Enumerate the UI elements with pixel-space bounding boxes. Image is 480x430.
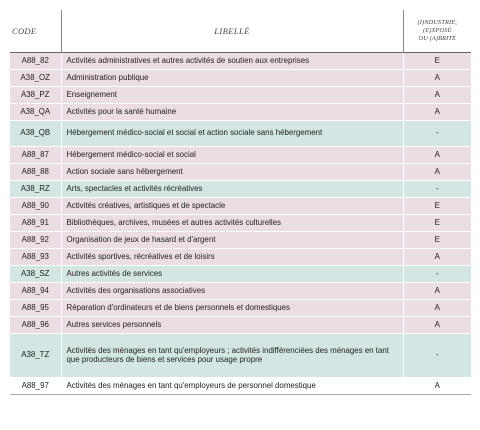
row-code: A88_94 bbox=[10, 282, 61, 299]
row-code: A88_93 bbox=[10, 248, 61, 265]
row-libelle: Activités des organisations associatives bbox=[61, 282, 403, 299]
row-libelle: Administration publique bbox=[61, 69, 403, 86]
row-libelle: Activités administratives et autres activités de soutien aux entreprises bbox=[61, 52, 403, 69]
row-flag: - bbox=[403, 265, 471, 282]
row-code: A88_90 bbox=[10, 197, 61, 214]
row-flag: E bbox=[403, 214, 471, 231]
row-flag: - bbox=[403, 333, 471, 377]
table-row bbox=[10, 52, 471, 69]
row-libelle: Organisation de jeux de hasard et d'argent bbox=[61, 231, 403, 248]
row-libelle: Activités des ménages en tant qu'employeurs de personnel domestique bbox=[61, 377, 403, 394]
table-row bbox=[10, 120, 471, 146]
table-row bbox=[10, 197, 471, 214]
row-libelle: Arts, spectacles et activités récréatives bbox=[61, 180, 403, 197]
table-row bbox=[10, 316, 471, 333]
row-flag: A bbox=[403, 103, 471, 120]
row-code: A38_QA bbox=[10, 103, 61, 120]
row-flag: A bbox=[403, 248, 471, 265]
row-flag: E bbox=[403, 231, 471, 248]
row-libelle: Action sociale sans hébergement bbox=[61, 163, 403, 180]
row-code: A88_91 bbox=[10, 214, 61, 231]
row-code: A38_SZ bbox=[10, 265, 61, 282]
row-code: A38_OZ bbox=[10, 69, 61, 86]
table-row bbox=[10, 86, 471, 103]
table-row bbox=[10, 248, 471, 265]
header-flag-line2: (E)XPOSÉ bbox=[423, 26, 452, 34]
header-libelle: LIBELLÉ bbox=[61, 10, 403, 52]
table-body bbox=[10, 52, 471, 394]
row-code: A88_92 bbox=[10, 231, 61, 248]
header-flag bbox=[403, 10, 471, 52]
row-libelle: Hébergement médico-social et social et action sociale sans hébergement bbox=[61, 120, 403, 146]
row-flag: - bbox=[403, 180, 471, 197]
row-flag: A bbox=[403, 69, 471, 86]
table-row bbox=[10, 377, 471, 394]
table-row bbox=[10, 103, 471, 120]
row-libelle: Réparation d'ordinateurs et de biens personnels et domestiques bbox=[61, 299, 403, 316]
row-libelle: Hébergement médico-social et social bbox=[61, 146, 403, 163]
row-libelle: Autres activités de services bbox=[61, 265, 403, 282]
row-code: A88_88 bbox=[10, 163, 61, 180]
table-row bbox=[10, 299, 471, 316]
table-row bbox=[10, 69, 471, 86]
row-code: A88_95 bbox=[10, 299, 61, 316]
row-code: A88_97 bbox=[10, 377, 61, 394]
table-header bbox=[10, 10, 471, 52]
table-row bbox=[10, 146, 471, 163]
row-flag: A bbox=[403, 316, 471, 333]
row-code: A38_RZ bbox=[10, 180, 61, 197]
row-code: A38_QB bbox=[10, 120, 61, 146]
table-row bbox=[10, 231, 471, 248]
row-code: A88_82 bbox=[10, 52, 61, 69]
row-code: A38_PZ bbox=[10, 86, 61, 103]
header-flag-line3: OU (A)BRITÉ bbox=[418, 34, 456, 42]
row-code: A88_87 bbox=[10, 146, 61, 163]
row-flag: E bbox=[403, 197, 471, 214]
table-row bbox=[10, 180, 471, 197]
activity-table bbox=[10, 10, 471, 395]
activity-table-container bbox=[10, 10, 471, 395]
row-flag: E bbox=[403, 52, 471, 69]
row-libelle: Enseignement bbox=[61, 86, 403, 103]
table-row bbox=[10, 333, 471, 377]
row-code: A38_TZ bbox=[10, 333, 61, 377]
row-flag: A bbox=[403, 146, 471, 163]
row-flag: A bbox=[403, 299, 471, 316]
row-libelle: Autres services personnels bbox=[61, 316, 403, 333]
table-row bbox=[10, 163, 471, 180]
row-flag: A bbox=[403, 282, 471, 299]
row-libelle: Activités pour la santé humaine bbox=[61, 103, 403, 120]
row-flag: A bbox=[403, 377, 471, 394]
table-row bbox=[10, 214, 471, 231]
table-row bbox=[10, 282, 471, 299]
row-flag: A bbox=[403, 86, 471, 103]
row-flag: - bbox=[403, 120, 471, 146]
header-code: CODE bbox=[10, 10, 61, 52]
row-libelle: Activités créatives, artistiques et de spectacle bbox=[61, 197, 403, 214]
row-libelle: Activités sportives, récréatives et de loisirs bbox=[61, 248, 403, 265]
row-libelle: Bibliothèques, archives, musées et autres activités culturelles bbox=[61, 214, 403, 231]
row-libelle: Activités des ménages en tant qu'employeurs ; activités indifférenciées des ménages en tant que producteurs de biens et services pour usage propre bbox=[61, 333, 403, 377]
header-flag-line1: (I)NDUSTRIE, bbox=[417, 19, 457, 27]
row-flag: A bbox=[403, 163, 471, 180]
table-row bbox=[10, 265, 471, 282]
row-code: A88_96 bbox=[10, 316, 61, 333]
